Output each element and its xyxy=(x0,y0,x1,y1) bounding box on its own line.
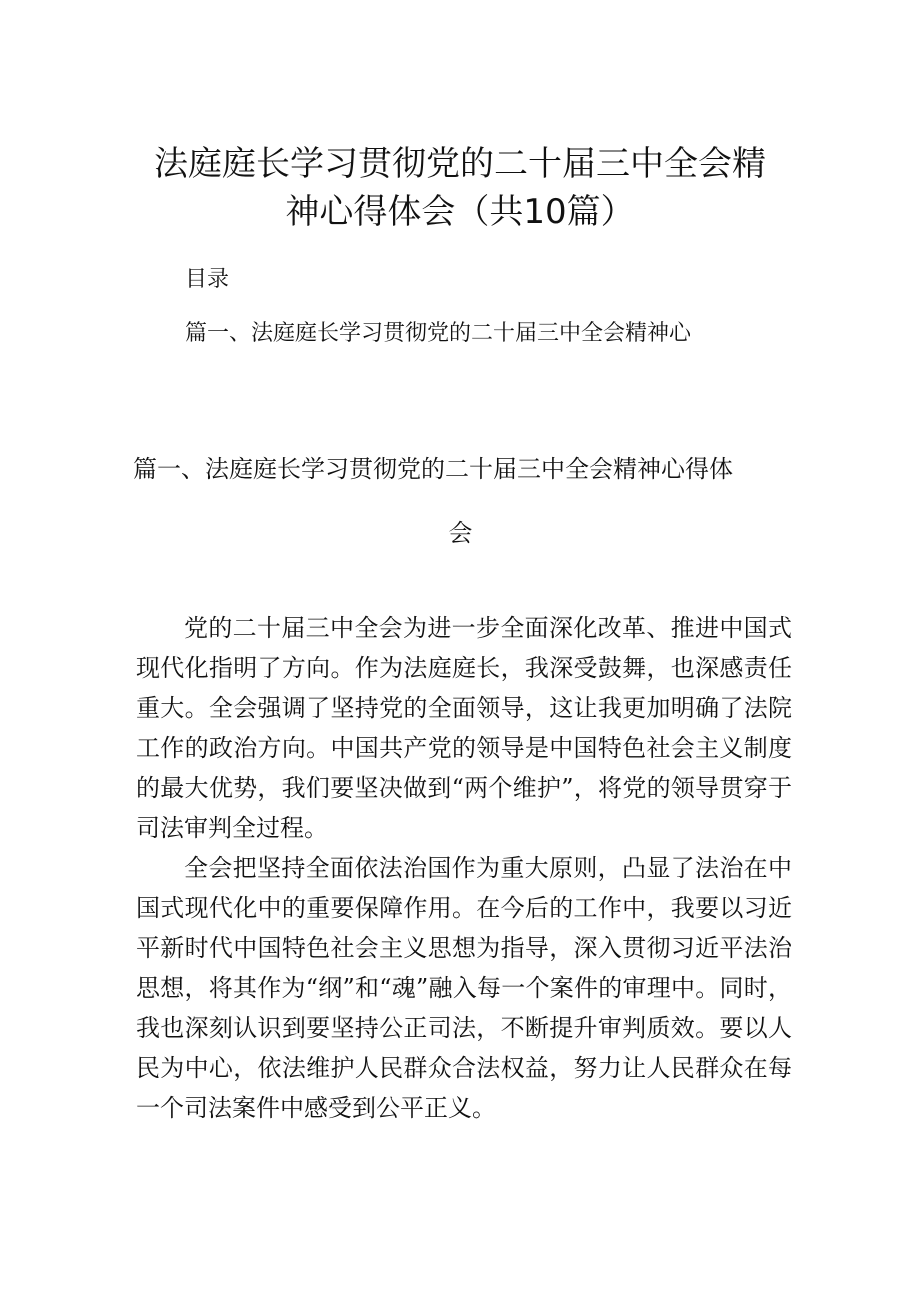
toc-heading: 目录 xyxy=(185,267,230,292)
body-paragraph-2: 全会把坚持全面依法治国作为重大原则，凸显了法治在中国式现代化中的重要保障作用。在今后的工作中，我要以习近平新时代中国特色社会主义思想为指导，深入贯彻习近平法治思想，将其作为“纲”和“魂”融入每一个案件的审理中。同时，我也深刻认识到要坚持公正司法，不断提升审判质效。要以人民为中心，依法维护人民群众合法权益，努力让人民群众在每一个司法案件中感受到公平正义。 xyxy=(136,854,792,1122)
toc-item-chapter-1[interactable]: 篇一、法庭庭长学习贯彻党的二十届三中全会精神心 xyxy=(185,321,692,346)
document-title xyxy=(100,140,820,236)
document-title-line-2: 神心得体会（共10篇） xyxy=(285,192,635,232)
section-body xyxy=(136,608,792,1128)
document-title-line-1: 法庭庭长学习贯彻党的二十届三中全会精 xyxy=(154,144,766,184)
section-heading xyxy=(133,452,788,550)
section-heading-line-2: 会 xyxy=(448,519,473,547)
body-paragraph-1: 党的二十届三中全会为进一步全面深化改革、推进中国式现代化指明了方向。作为法庭庭长，我深受鼓舞，也深感责任重大。全会强调了坚持党的全面领导，这让我更加明确了法院工作的政治方向。中国共产党的领导是中国特色社会主义制度的最大优势，我们要坚决做到“两个维护”，将党的领导贯穿于司法审判全过程。 xyxy=(136,614,792,842)
section-heading-line-1: 篇一、法庭庭长学习贯彻党的二十届三中全会精神心得体 xyxy=(133,455,733,483)
